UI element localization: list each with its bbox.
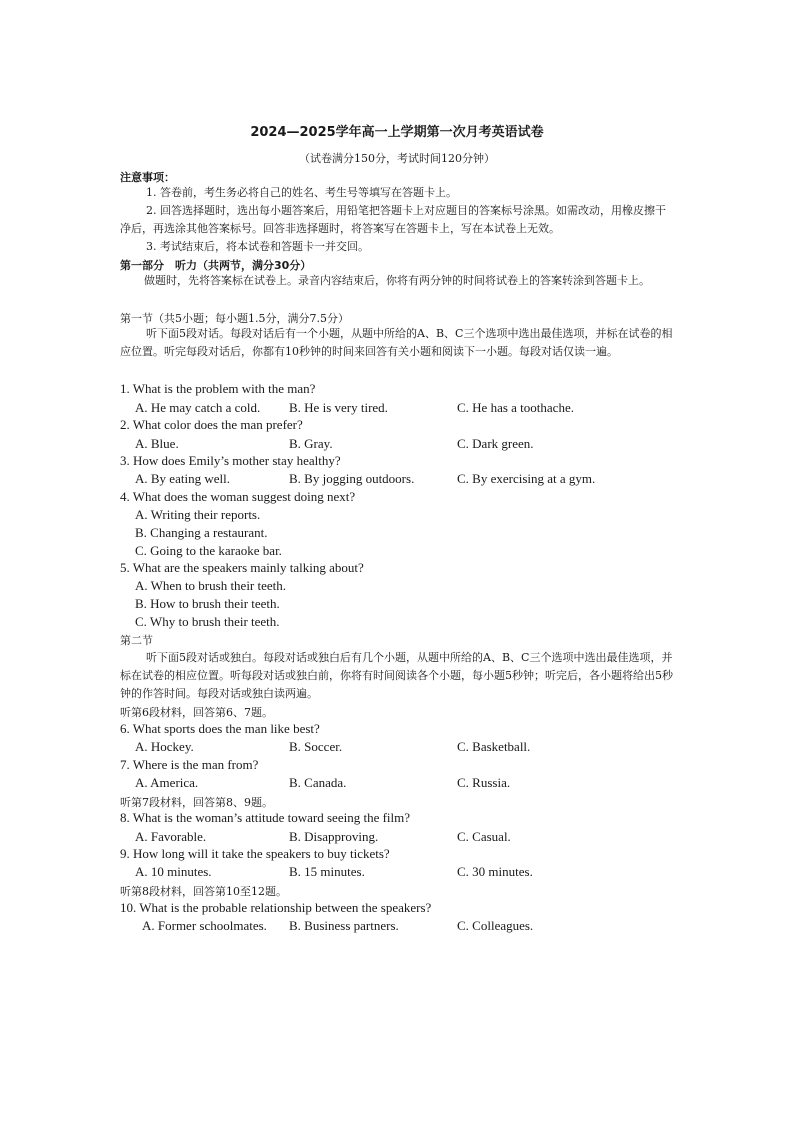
question-8-options — [0, 829, 794, 847]
option-b: B. Disapproving. — [289, 829, 379, 844]
option-b: B. Canada. — [289, 775, 347, 790]
material-6-note: 听第6段材料，回答第6、7题。 — [120, 706, 273, 719]
option-a: A. Hockey. — [135, 739, 194, 754]
option-c: C. By exercising at a gym. — [457, 471, 596, 486]
question-6-stem: 6. What sports does the man like best? — [120, 721, 320, 736]
note-item-2: 2. 回答选择题时，选出每小题答案后，用铅笔把答题卡上对应题目的答案标号涂黑。如需改动，用橡皮擦干净后，再选涂其他答案标号。回答非选择题时，将答案写在答题卡上，写在本试卷上无效。 — [120, 204, 666, 235]
question-5-option-a: A. When to brush their teeth. — [135, 578, 287, 593]
question-3-stem: 3. How does Emily’s mother stay healthy? — [120, 453, 341, 468]
option-a: A. 10 minutes. — [135, 864, 212, 879]
question-5-option-b: B. How to brush their teeth. — [135, 596, 280, 611]
question-4-option-a: A. Writing their reports. — [135, 507, 261, 522]
section1-instructions: 听下面5段对话。每段对话后有一个小题，从题中所给的A、B、C三个选项中选出最佳选项，并标在试卷的相应位置。听完每段对话后，你都有10秒钟的时间来回答有关小题和阅读下一小题。每段对话仅读一遍。 — [120, 327, 673, 358]
question-2-stem: 2. What color does the man prefer? — [120, 417, 303, 432]
option-a: A. America. — [135, 775, 199, 790]
question-10-stem: 10. What is the probable relationship between the speakers? — [120, 900, 432, 915]
option-c: C. Basketball. — [457, 739, 531, 754]
question-4-stem: 4. What does the woman suggest doing next? — [120, 489, 356, 504]
option-c: C. Casual. — [457, 829, 511, 844]
material-8-note: 听第8段材料，回答第10至12题。 — [120, 885, 287, 898]
section2-instructions: 听下面5段对话或独白。每段对话或独白后有几个小题，从题中所给的A、B、C三个选项中选出最佳选项，并标在试卷的相应位置。听每段对话或独白前，你将有时间阅读各个小题，每小题5秒钟；听完后，各小题将给出5秒钟的作答时间。每段对话或独白读两遍。 — [120, 651, 673, 700]
note-item-1: 1. 答卷前，考生务必将自己的姓名、考生号等填写在答题卡上。 — [146, 186, 457, 199]
option-b: B. Soccer. — [289, 739, 343, 754]
question-4-option-c: C. Going to the karaoke bar. — [135, 543, 282, 558]
part1-heading: 第一部分 听力（共两节，满分30分） — [120, 259, 312, 272]
question-7-stem: 7. Where is the man from? — [120, 757, 259, 772]
option-b: B. Business partners. — [289, 918, 399, 933]
question-1-stem: 1. What is the problem with the man? — [120, 381, 316, 396]
option-c: C. Dark green. — [457, 436, 534, 451]
note-item-3: 3. 考试结束后，将本试卷和答题卡一并交回。 — [146, 240, 369, 253]
material-7-note: 听第7段材料，回答第8、9题。 — [120, 796, 273, 809]
option-a: A. Favorable. — [135, 829, 207, 844]
question-4-option-b: B. Changing a restaurant. — [135, 525, 268, 540]
question-3-options — [0, 471, 794, 489]
option-b: B. By jogging outdoors. — [289, 471, 415, 486]
exam-subtitle: （试卷满分150分，考试时间120分钟） — [299, 152, 495, 165]
part1-instructions: 做题时，先将答案标在试卷上。录音内容结束后，你将有两分钟的时间将试卷上的答案转涂到答题卡上。 — [144, 274, 650, 287]
question-8-stem: 8. What is the woman’s attitude toward seeing the film? — [120, 810, 411, 825]
option-a: A. By eating well. — [135, 471, 230, 486]
option-c: C. 30 minutes. — [457, 864, 533, 879]
option-b: B. 15 minutes. — [289, 864, 365, 879]
section2-heading: 第二节 — [120, 634, 153, 647]
question-10-options — [0, 918, 794, 936]
option-a: A. Former schoolmates. — [142, 918, 267, 933]
option-c: C. Colleagues. — [457, 918, 534, 933]
question-6-options — [0, 739, 794, 757]
option-c: C. He has a toothache. — [457, 400, 574, 415]
notes-heading: 注意事项： — [120, 171, 175, 184]
question-5-stem: 5. What are the speakers mainly talking about? — [120, 560, 364, 575]
section1-heading: 第一节（共5小题；每小题1.5分，满分7.5分） — [120, 312, 349, 325]
option-c: C. Russia. — [457, 775, 511, 790]
option-b: B. He is very tired. — [289, 400, 388, 415]
exam-title: 2024—2025学年高一上学期第一次月考英语试卷 — [250, 125, 544, 140]
question-1-options — [0, 400, 794, 418]
question-5-option-c: C. Why to brush their teeth. — [135, 614, 280, 629]
question-7-options — [0, 775, 794, 793]
question-9-options — [0, 864, 794, 882]
question-2-options — [0, 436, 794, 454]
question-9-stem: 9. How long will it take the speakers to buy tickets? — [120, 846, 390, 861]
option-a: A. Blue. — [135, 436, 179, 451]
option-a: A. He may catch a cold. — [135, 400, 261, 415]
option-b: B. Gray. — [289, 436, 333, 451]
